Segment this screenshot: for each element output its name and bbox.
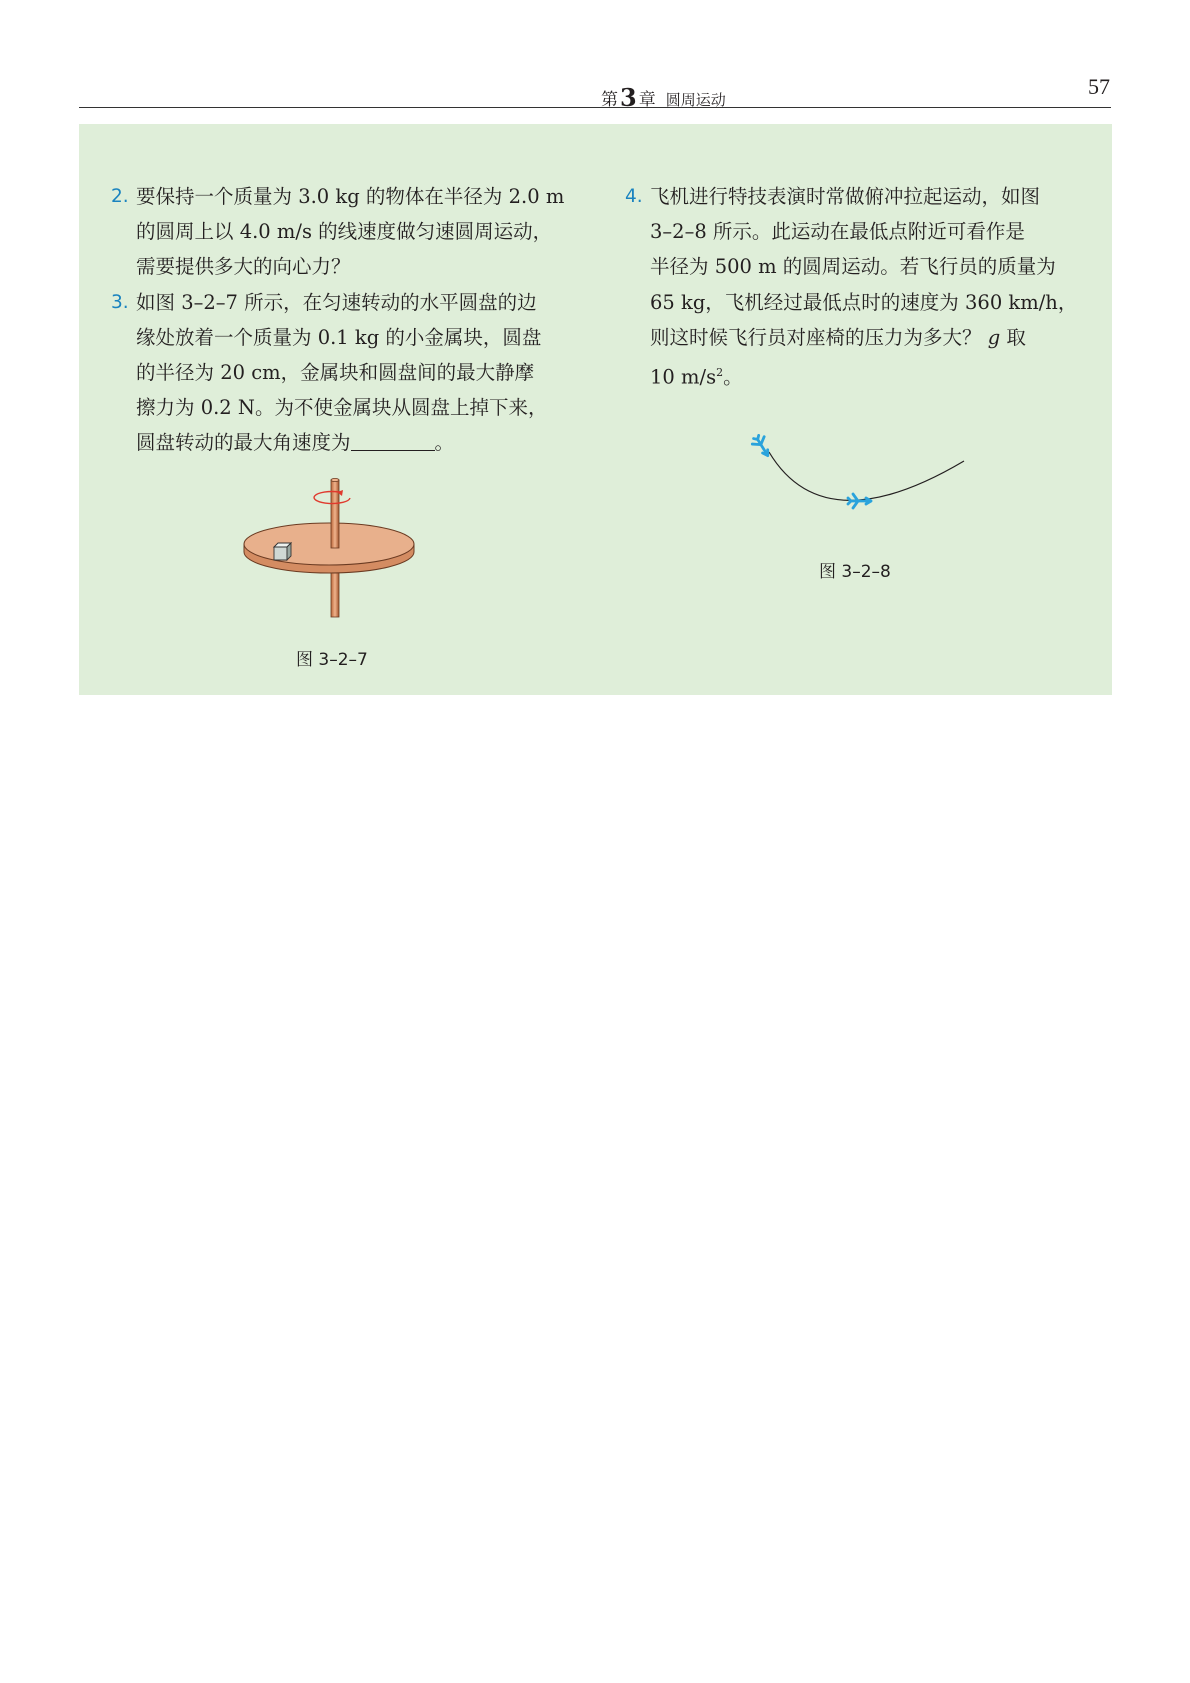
airplane-icon xyxy=(848,494,871,508)
right-column xyxy=(625,179,1080,395)
page-number: 57 xyxy=(1088,74,1110,99)
problem-text-line xyxy=(650,320,1080,355)
line-text: 10 m/s xyxy=(650,365,717,389)
exercise-box xyxy=(79,124,1112,695)
line-text: 。 xyxy=(434,431,455,455)
problem-number: 3. xyxy=(111,291,129,313)
problem-text-line: 缘处放着一个质量为 0.1 kg 的小金属块，圆盘 xyxy=(136,325,542,349)
metal-block xyxy=(274,543,291,560)
line-text: 取 xyxy=(1000,325,1026,349)
chapter-heading xyxy=(601,82,726,111)
problem-4 xyxy=(625,179,1080,395)
figure-caption: 图 3–2–7 xyxy=(296,650,368,670)
problem-3 xyxy=(111,285,581,461)
problem-text-line: 擦力为 0.2 N。为不使金属块从圆盘上掉下来， xyxy=(136,396,548,420)
line-text: 则这时候飞行员对座椅的压力为多大？ xyxy=(650,325,988,349)
problem-text-line: 要保持一个质量为 3.0 kg 的物体在半径为 2.0 m xyxy=(136,185,565,208)
problem-text-line: 65 kg，飞机经过最低点时的速度为 360 km/h， xyxy=(650,290,1078,314)
problem-text-line: 的半径为 20 cm，金属块和圆盘间的最大静摩 xyxy=(136,361,535,385)
problem-text-line: 如图 3–2–7 所示，在匀速转动的水平圆盘的边 xyxy=(136,290,537,314)
problem-text-line: 半径为 500 m 的圆周运动。若飞行员的质量为 xyxy=(650,255,1056,279)
problem-text-line: 需要提供多大的向心力？ xyxy=(136,255,351,279)
problem-number: 2. xyxy=(111,186,129,207)
left-column xyxy=(111,179,581,461)
flight-path-arc xyxy=(769,452,964,500)
problem-text-line: 3–2–8 所示。此运动在最低点附近可看作是 xyxy=(650,220,1025,244)
chapter-number: 3 xyxy=(620,83,637,112)
variable-g: g xyxy=(987,325,1001,349)
airplane-icon xyxy=(750,434,774,459)
problem-number: 4. xyxy=(625,186,643,207)
chapter-title: 圆周运动 xyxy=(665,91,726,109)
problem-text-line xyxy=(650,355,1080,395)
page-header xyxy=(79,70,1111,112)
axle-upper xyxy=(331,480,339,548)
figure-caption: 图 3–2–8 xyxy=(819,562,891,582)
figure-3-2-8-dive-arc xyxy=(739,434,979,534)
problem-text-line xyxy=(136,425,581,460)
figure-3-2-7-rotating-disc xyxy=(239,474,429,624)
answer-blank xyxy=(351,430,435,451)
chapter-suffix: 章 xyxy=(638,90,656,110)
chapter-prefix: 第 xyxy=(601,90,618,110)
problem-2 xyxy=(111,179,581,285)
line-text: 。 xyxy=(723,365,743,389)
problem-text-line: 的圆周上以 4.0 m/s 的线速度做匀速圆周运动， xyxy=(136,220,553,244)
line-text: 圆盘转动的最大角速度为 xyxy=(136,431,351,455)
exponent: 2 xyxy=(716,366,724,380)
problem-text-line: 飞机进行特技表演时常做俯冲拉起运动，如图 xyxy=(650,185,1041,208)
disc-top xyxy=(244,523,414,565)
